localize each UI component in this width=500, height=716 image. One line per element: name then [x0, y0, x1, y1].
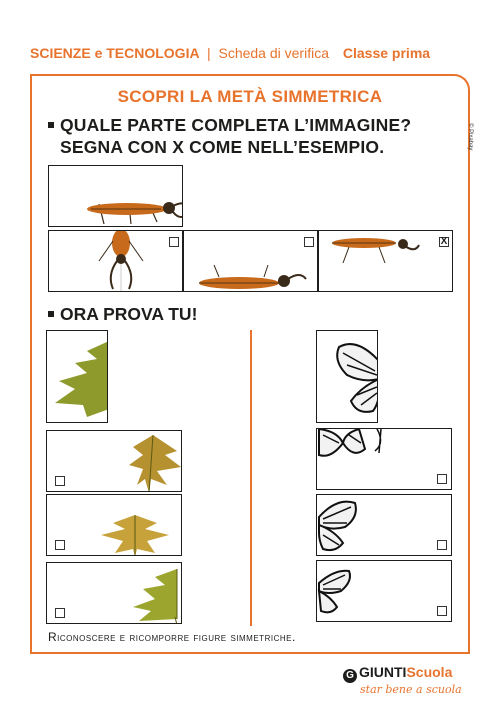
- instruction-line-1: QUALE PARTE COMPLETA L’IMMAGINE?: [60, 115, 412, 135]
- checkbox[interactable]: [437, 474, 447, 484]
- brand-suffix: Scuola: [406, 664, 453, 680]
- bullet-icon: [48, 122, 54, 128]
- leaf-half-image: [47, 331, 108, 423]
- instruction-line-2: SEGNA CON X COME NELL’ESEMPIO.: [60, 137, 385, 157]
- butterfly-choice-1: [316, 428, 452, 490]
- checkbox[interactable]: [55, 540, 65, 550]
- leaf-option-image: [47, 495, 182, 556]
- leaf-choice-3: [46, 562, 182, 624]
- frame-left-border: [30, 74, 32, 652]
- page-title: SCOPRI LA METÀ SIMMETRICA: [117, 87, 383, 106]
- bullet-icon: [48, 311, 54, 317]
- photo-credit: © Pixabay: [467, 123, 473, 151]
- butterfly-option-image: [317, 429, 452, 490]
- worksheet-header: [30, 45, 430, 61]
- beetle-option-image: [319, 231, 453, 292]
- butterfly-option-image: [317, 495, 452, 556]
- beetle-option-image: [184, 231, 318, 292]
- subject-label: SCIENZE e TECNOLOGIA: [30, 45, 200, 61]
- example-choice-3: [318, 230, 453, 292]
- checkbox-checked[interactable]: X: [440, 236, 448, 247]
- butterfly-half-image: [317, 331, 378, 423]
- butterfly-option-image: [317, 561, 452, 622]
- example-reference-box: [48, 165, 183, 227]
- butterfly-reference-box: [316, 330, 378, 423]
- learning-objective: Riconoscere e ricomporre figure simmetriche.: [48, 630, 296, 644]
- leaf-choice-1: [46, 430, 182, 492]
- column-divider: [250, 330, 252, 626]
- butterfly-choice-3: [316, 560, 452, 622]
- publisher-logo: [343, 664, 452, 683]
- butterfly-choice-2: [316, 494, 452, 556]
- publisher-tagline: star bene a scuola: [360, 683, 462, 696]
- checkbox[interactable]: [304, 237, 314, 247]
- instruction-2-text: ORA PROVA TU!: [60, 304, 198, 324]
- leaf-option-image: [47, 563, 182, 624]
- leaf-option-image: [47, 431, 182, 492]
- worksheet-type: Scheda di verifica: [218, 45, 329, 61]
- leaf-choice-2: [46, 494, 182, 556]
- brand-name: GIUNTI: [359, 664, 407, 680]
- class-label: Classe prima: [342, 45, 431, 61]
- header-separator: |: [206, 45, 211, 61]
- example-choice-1: [48, 230, 183, 292]
- checkbox[interactable]: [437, 540, 447, 550]
- checkbox[interactable]: [437, 606, 447, 616]
- giunti-logo-icon: G: [343, 669, 357, 683]
- beetle-half-image: [49, 166, 183, 227]
- leaf-reference-box: [46, 330, 108, 423]
- example-choice-2: [183, 230, 318, 292]
- checkbox[interactable]: [169, 237, 179, 247]
- checkbox[interactable]: [55, 608, 65, 618]
- instruction-1: [48, 114, 411, 158]
- frame-bottom-border: [30, 652, 470, 654]
- checkbox[interactable]: [55, 476, 65, 486]
- instruction-2: [48, 304, 197, 325]
- beetle-option-image: [49, 231, 183, 292]
